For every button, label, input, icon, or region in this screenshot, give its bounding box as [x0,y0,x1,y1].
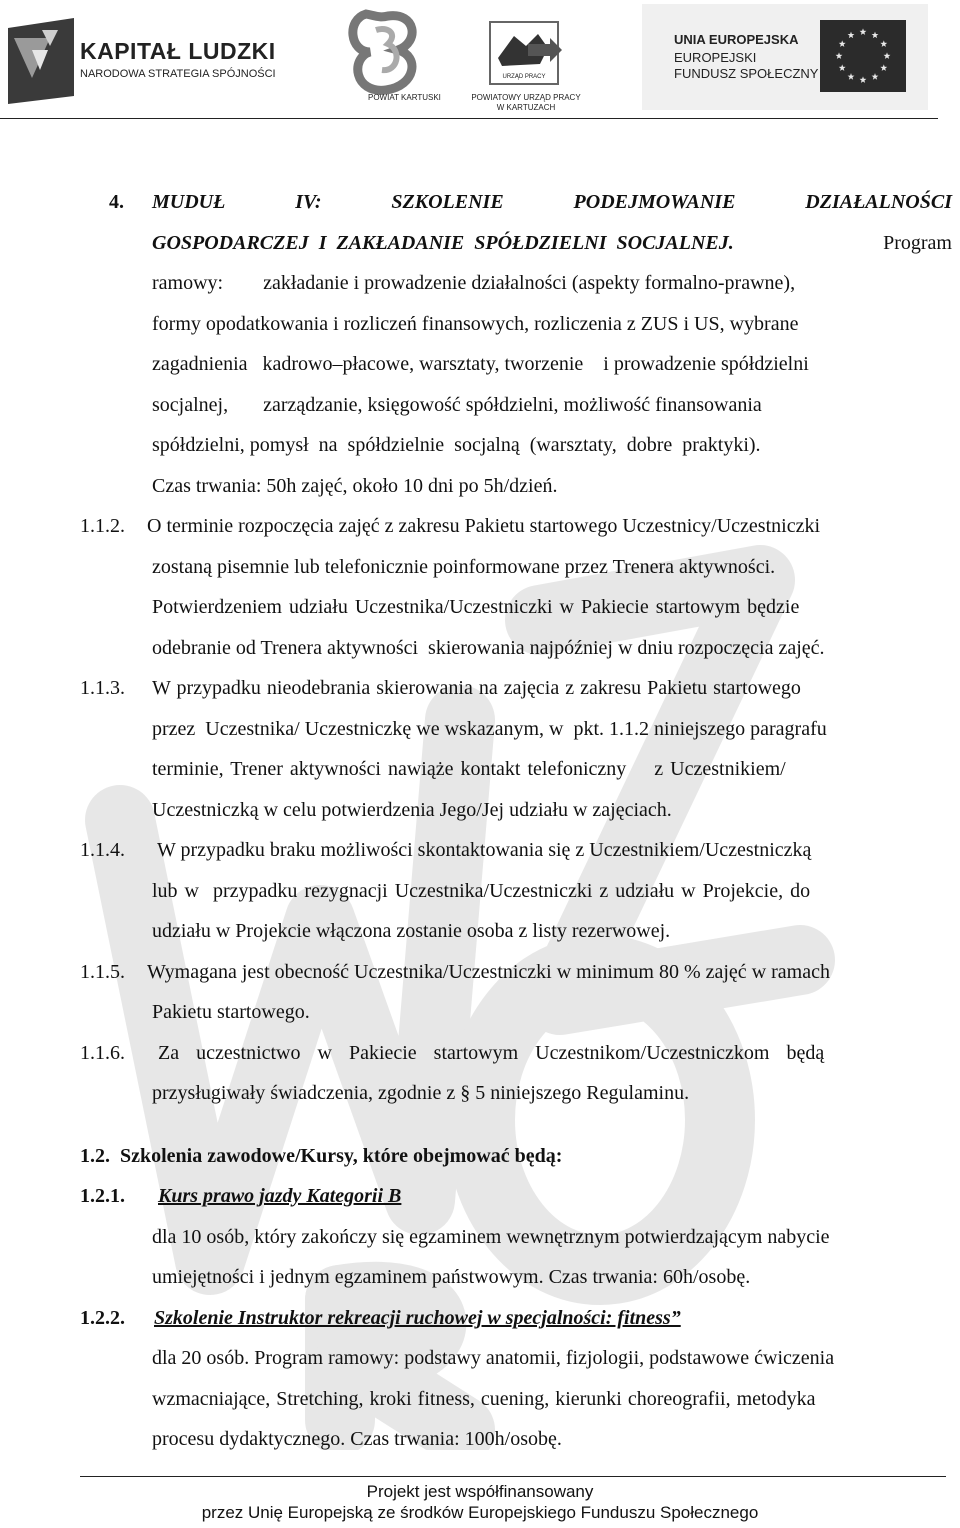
footer-line-1: Projekt jest współfinansowany [366,1482,594,1501]
section-4-title-tail: GOSPODARCZEJ I ZAKŁADANIE SPÓŁDZIELNI SOCJALNEJ. [152,232,734,254]
section-4-line-8: Czas trwania: 50h zajęć, około 10 dni po 5h/dzień. [152,475,558,497]
item-line: lub w przypadku rezygnacji Uczestnika/Uczestniczki z udziału w Projekcie, do [152,880,811,902]
item-line: odebranie od Trenera aktywności skierowania najpóźniej w dniu rozpoczęcia zajęć. [152,637,825,659]
item-line: W przypadku braku możliwości skontaktowania się z Uczestnikiem/Uczestniczką [157,839,812,861]
course-1-line: dla 10 osób, który zakończy się egzaminem wewnętrznym potwierdzającym nabycie [152,1226,830,1248]
section-1-2-heading: 1.2. Szkolenia zawodowe/Kursy, które obejmować będą: [80,1145,563,1167]
title-word: MUDUŁ [152,191,226,213]
course-2-title: Szkolenie Instruktor rekreacji ruchowej w specjalności: fitness” [154,1307,681,1329]
item-number: 1.1.3. [80,677,125,699]
item-line: terminie, Trener aktywności nawiąże kontakt telefoniczny z Uczestnikiem/ [152,758,786,780]
program-word: Program [883,232,952,254]
course-1-number: 1.2.1. [80,1185,125,1207]
section-4-line-4: formy opodatkowania i rozliczeń finansowych, rozliczenia z ZUS i US, wybrane [152,313,799,335]
item-line: przez Uczestnika/ Uczestniczkę we wskazanym, w pkt. 1.1.2 niniejszego paragrafu [152,718,827,740]
title-word: PODEJMOWANIE [573,191,736,213]
title-word: IV: [295,191,322,213]
section-4-title-line-2 [152,231,952,255]
item-number: 1.1.6. [80,1042,125,1064]
course-1-title: Kurs prawo jazdy Kategorii B [158,1185,402,1207]
item-line: Wymagana jest obecność Uczestnika/Uczestniczki w minimum 80 % zajęć w ramach [147,961,830,983]
item-line: W przypadku nieodebrania skierowania na zajęcia z zakresu Pakietu startowego [152,677,801,699]
item-line: Potwierdzeniem udziału Uczestnika/Uczestniczki w Pakiecie startowym będzie [152,596,800,618]
section-4-line-3: ramowy: zakładanie i prowadzenie działalności (aspekty formalno-prawne), [152,272,796,294]
section-4-line-5: zagadnienia kadrowo–płacowe, warsztaty, tworzenie i prowadzenie spółdzielni [152,353,809,375]
item-number: 1.1.2. [80,515,125,537]
kapital-ludzki-title: KAPITAŁ LUDZKI [80,38,276,64]
powiatowy-urzad-pracy-caption: POWIATOWY URZĄD PRACY W KARTUZACH [471,93,581,112]
item-line: Za uczestnictwo w Pakiecie startowym Uczestnikom/Uczestniczkom będą [158,1042,825,1064]
urzad-logo-text: URZĄD PRACY [502,74,546,80]
title-word: SZKOLENIE [391,191,504,213]
page-header [0,0,960,122]
course-2-line: wzmacniające, Stretching, kroki fitness, cuening, kierunki choreografii, metodyka [152,1388,816,1410]
item-line: zostaną pisemnie lub telefonicznie poinformowane przez Trenera aktywności. [152,556,776,578]
ue-line-2: EUROPEJSKI [674,50,757,65]
section-4-line-7: spółdzielni, pomysł na spółdzielnie socjalną (warsztaty, dobre praktyki). [152,434,761,456]
powiat-kartuski-caption: POWIAT KARTUSKI [368,93,441,102]
kapital-ludzki-subtitle: NARODOWA STRATEGIA SPÓJNOŚCI [80,68,276,80]
ue-line-3: FUNDUSZ SPOŁECZNY [674,66,819,81]
footer-divider [80,1476,946,1477]
section-4-number: 4. [109,191,124,213]
course-2-line: procesu dydaktycznego. Czas trwania: 100h/osobę. [152,1428,562,1450]
item-line: Uczestniczką w celu potwierdzenia Jego/Jej udziału w zajęciach. [152,799,672,821]
eu-flag-icon [820,20,906,92]
section-4-title-line-1 [152,190,952,214]
title-word: DZIAŁALNOŚCI [805,191,952,213]
section-4-line-6: socjalnej, zarządzanie, księgowość spółdzielni, możliwość finansowania [152,394,762,416]
item-number: 1.1.4. [80,839,125,861]
item-line: udziału w Projekcie włączona zostanie osoba z listy rezerwowej. [152,920,671,942]
header-divider [0,118,938,119]
course-2-line: dla 20 osób. Program ramowy: podstawy anatomii, fizjologii, podstawowe ćwiczenia [152,1347,835,1369]
footer-line-2: przez Unię Europejską ze środków Europejskiego Funduszu Społecznego [201,1503,759,1522]
item-number: 1.1.5. [80,961,125,983]
course-2-number: 1.2.2. [80,1307,125,1329]
item-line: O terminie rozpoczęcia zajęć z zakresu Pakietu startowego Uczestnicy/Uczestniczki [147,515,821,537]
course-1-line: umiejętności i jednym egzaminem państwowym. Czas trwania: 60h/osobę. [152,1266,751,1288]
ue-line-1: UNIA EUROPEJSKA [674,32,799,47]
item-line: przysługiwały świadczenia, zgodnie z § 5 niniejszego Regulaminu. [152,1082,690,1104]
item-line: Pakietu startowego. [152,1001,310,1023]
